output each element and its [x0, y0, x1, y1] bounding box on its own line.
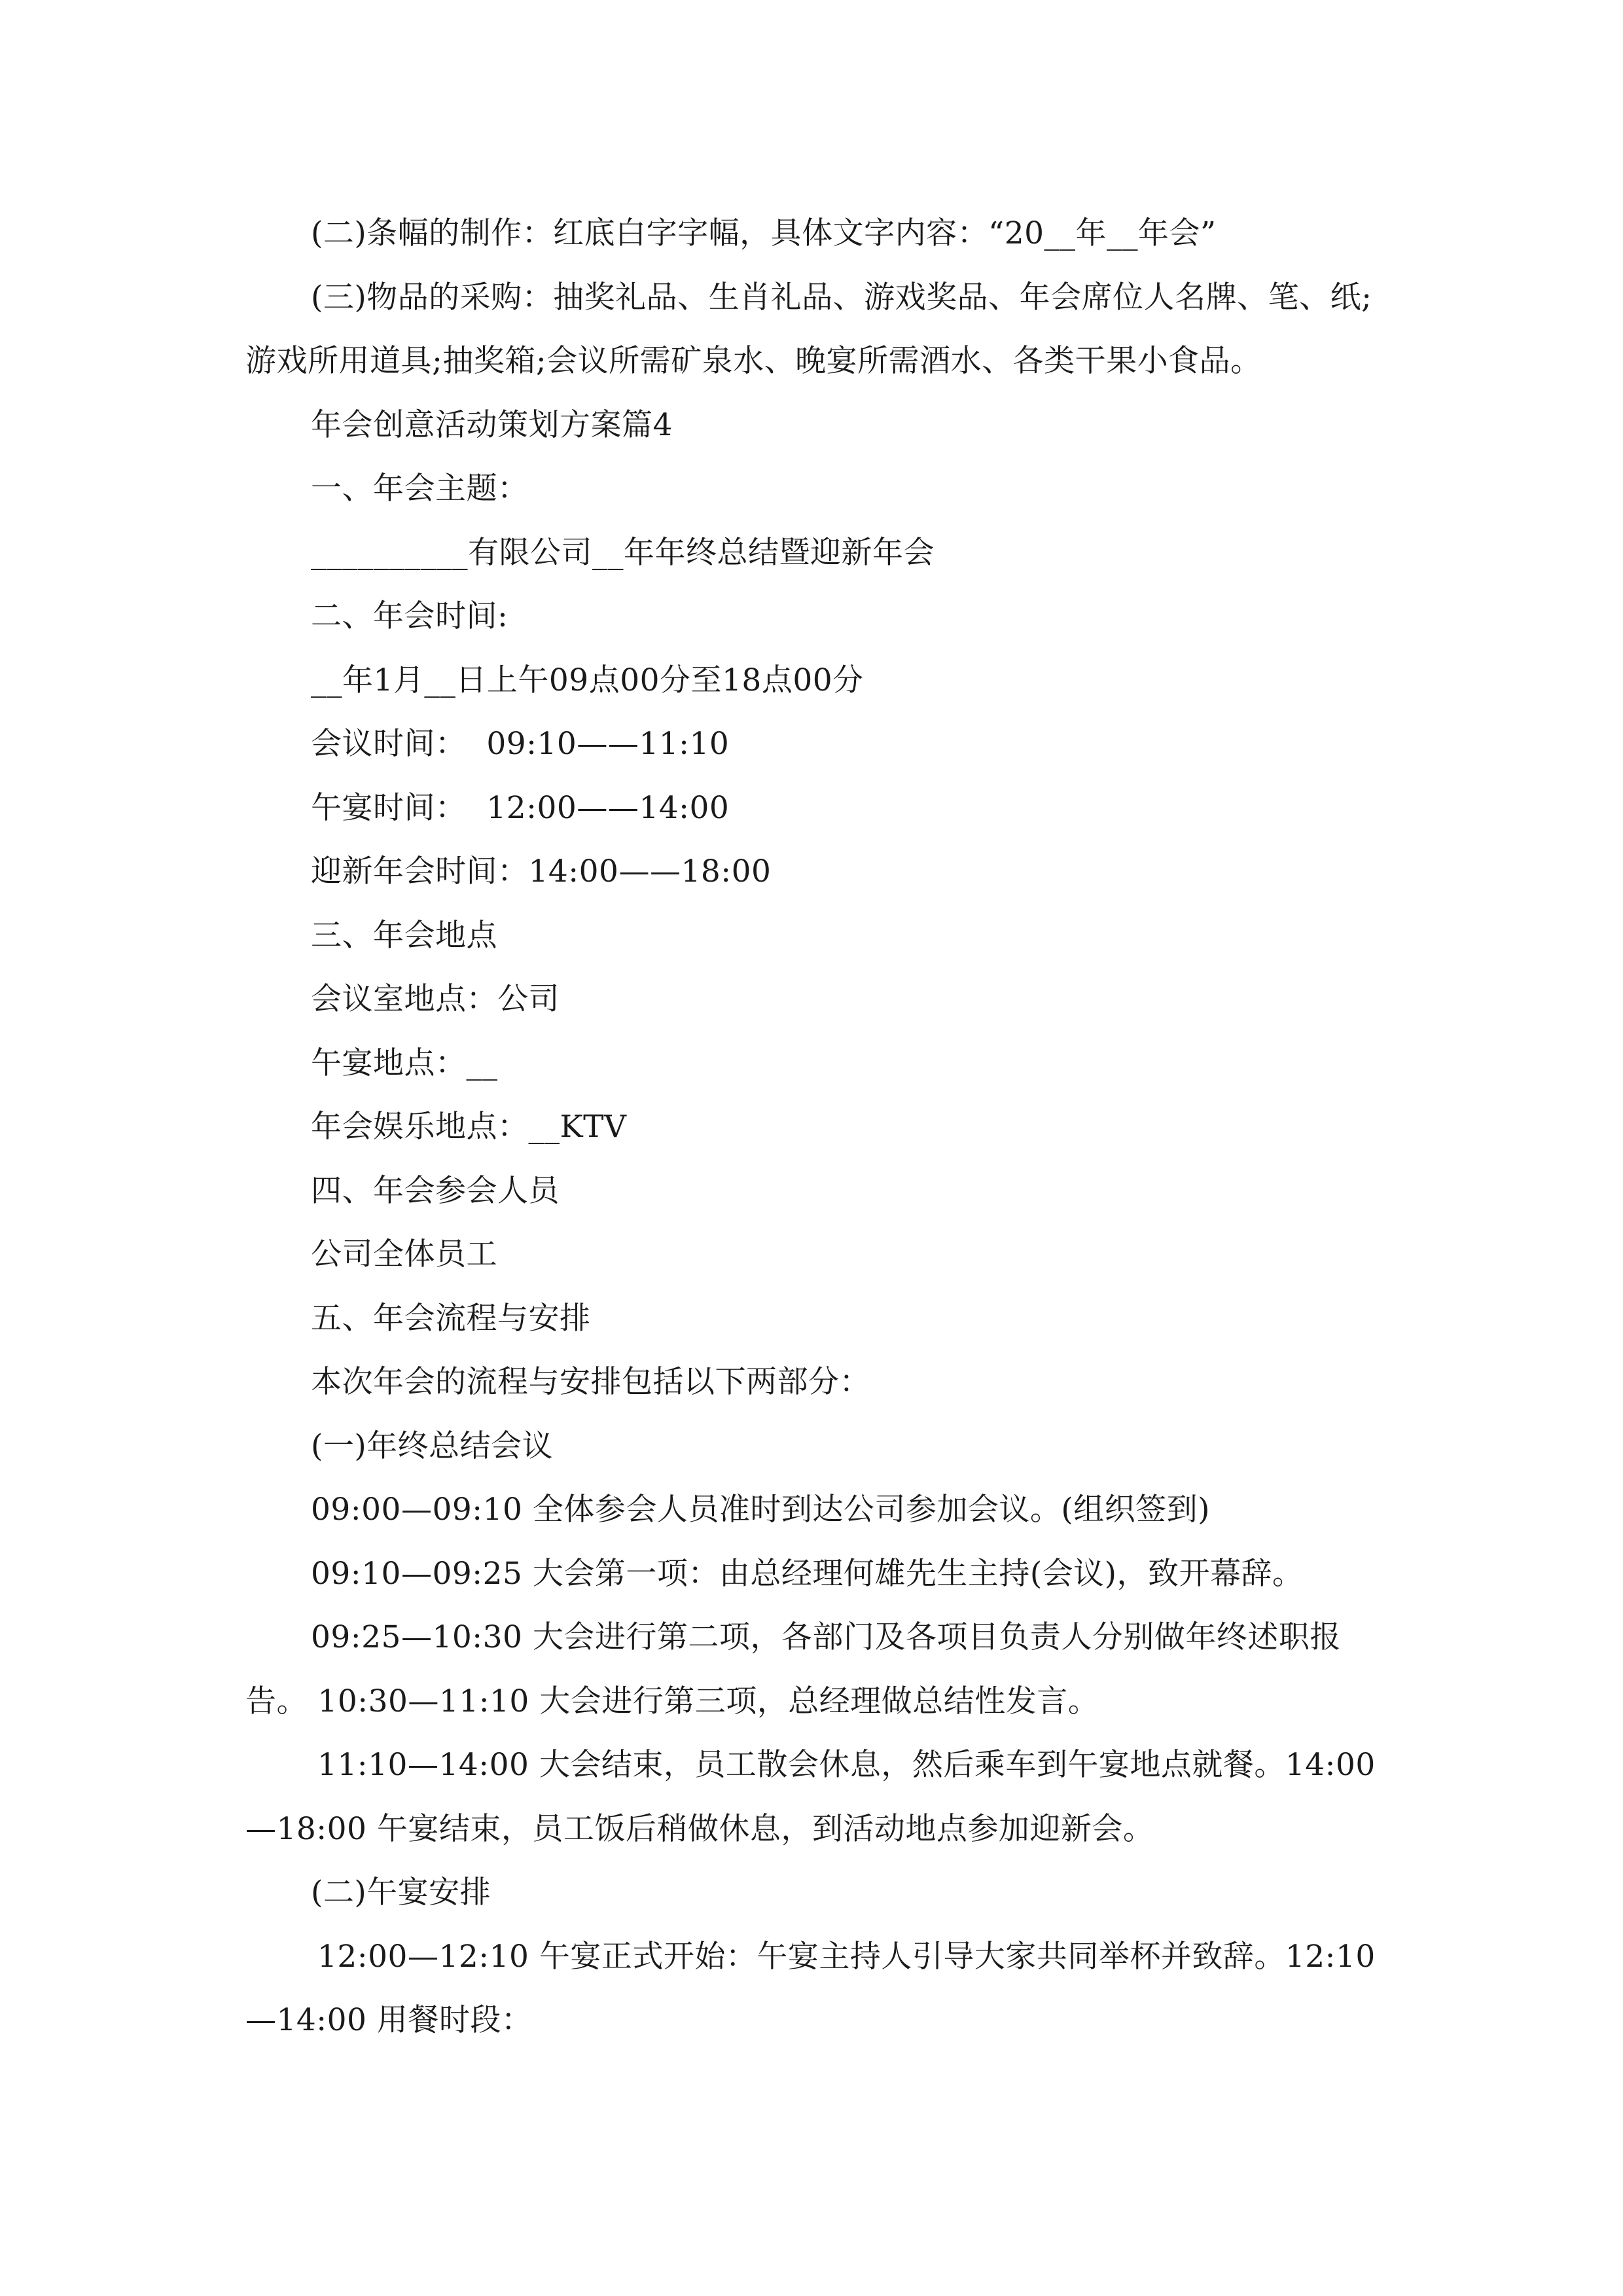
heading-location: 三、年会地点 [311, 917, 497, 954]
document-body [245, 202, 1397, 2053]
heading-time: 二、年会时间: [311, 598, 508, 634]
theme-text: __________有限公司__年年终总结暨迎新年会 [311, 534, 935, 571]
meeting-time: 会议时间： 09:10——11:10 [311, 726, 730, 762]
party-time: 迎新年会时间：14:00——18:00 [311, 853, 772, 889]
heading-process: 五、年会流程与安排 [311, 1300, 591, 1336]
date-text: __年1月__日上午09点00分至18点00分 [311, 662, 864, 698]
subheading-lunch: (二)午宴安排 [311, 1874, 491, 1910]
attendees-text: 公司全体员工 [311, 1236, 497, 1272]
schedule-item: 11:10—14:00 大会结束，员工散会休息，然后乘车到午宴地点就餐。14:00—18:00 午宴结束，员工饭后稍做休息，到活动地点参加迎新会。 [245, 1747, 1376, 1847]
purchase-paragraph: (三)物品的采购：抽奖礼品、生肖礼品、游戏奖品、年会席位人名牌、笔、纸;游戏所用道具;抽奖箱;会议所需矿泉水、晚宴所需酒水、各类干果小食品。 [245, 279, 1372, 379]
section-title: 年会创意活动策划方案篇4 [311, 406, 673, 443]
schedule-item: 12:00—12:10 午宴正式开始：午宴主持人引导大家共同举杯并致辞。12:10—14:00 用餐时段： [245, 1938, 1376, 2038]
entertainment-location: 年会娱乐地点：__KTV [311, 1109, 627, 1145]
meeting-location: 会议室地点：公司 [311, 981, 560, 1017]
lunch-time: 午宴时间： 12:00——14:00 [311, 789, 730, 826]
schedule-item: 09:10—09:25 大会第一项：由总经理何雄先生主持(会议)，致开幕辞。 [311, 1555, 1304, 1592]
heading-attendees: 四、年会参会人员 [311, 1172, 560, 1209]
process-intro: 本次年会的流程与安排包括以下两部分： [311, 1364, 870, 1400]
lunch-location: 午宴地点：__ [311, 1045, 498, 1081]
heading-theme: 一、年会主题： [311, 471, 529, 507]
banner-paragraph: (二)条幅的制作：红底白字字幅，具体文字内容：“20__年__年会” [311, 215, 1217, 251]
schedule-item: 09:25—10:30 大会进行第二项，各部门及各项目负责人分别做年终述职报告。 10:30—11:10 大会进行第三项，总经理做总结性发言。 [245, 1619, 1341, 1719]
schedule-item: 09:00—09:10 全体参会人员准时到达公司参加会议。(组织签到) [311, 1492, 1211, 1528]
subheading-meeting: (一)年终总结会议 [311, 1427, 554, 1464]
